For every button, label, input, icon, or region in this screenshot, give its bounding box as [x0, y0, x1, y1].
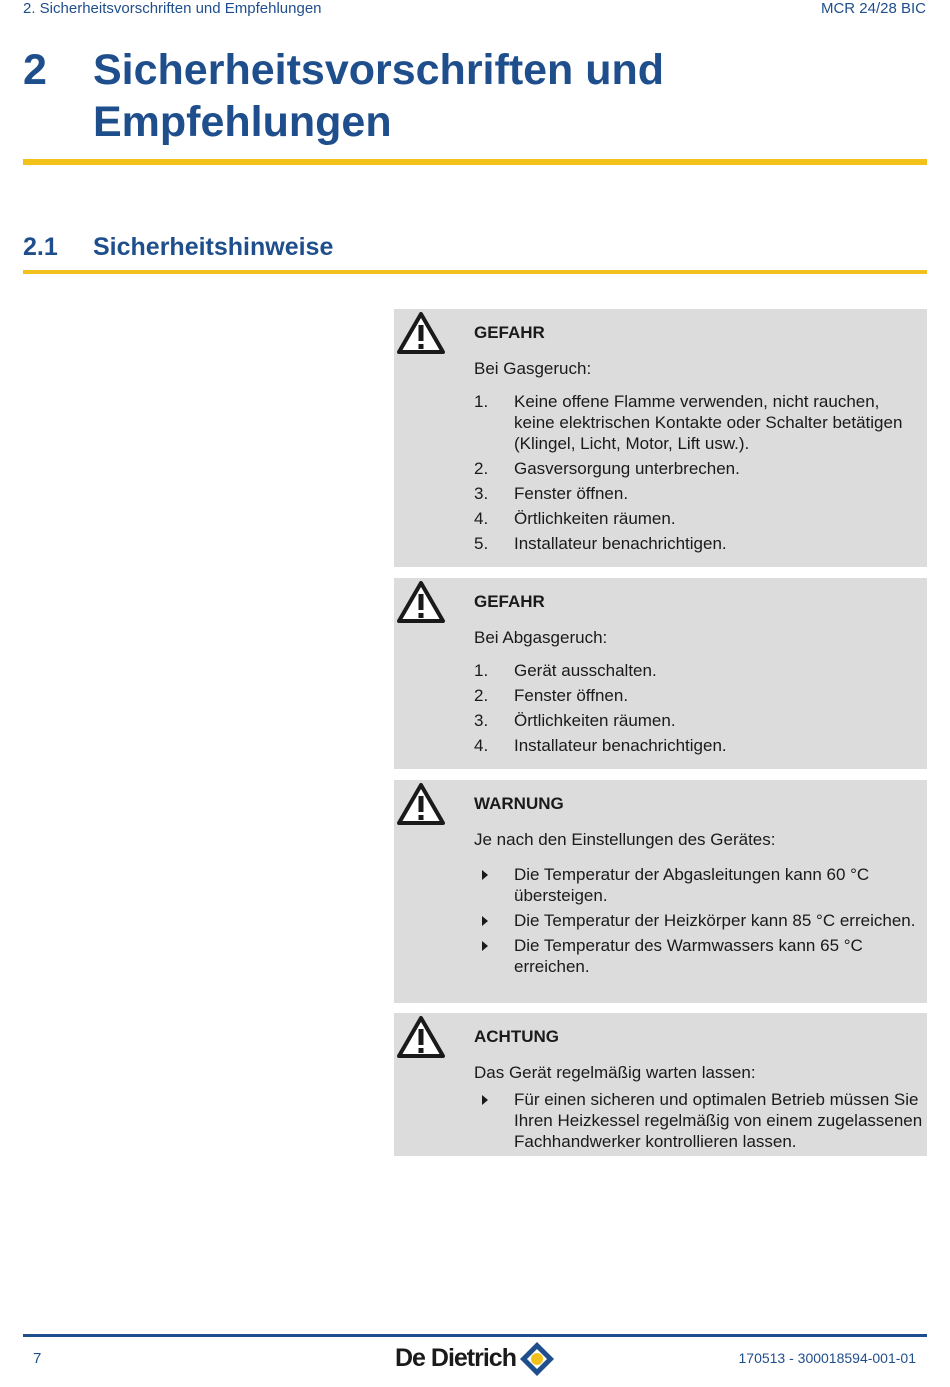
- warning-triangle-icon: [396, 311, 446, 355]
- safety-box-intro: Je nach den Einstellungen des Gerätes:: [474, 830, 776, 849]
- list-item-text: Örtlichkeiten räumen.: [514, 711, 676, 730]
- list-item: [474, 864, 924, 906]
- safety-box-temperature-warning: [394, 780, 927, 1003]
- list-item-text: Keine offene Flamme verwenden, nicht rauchen, keine elektrischen Kontakte oder Schalter betätigen (Klingel, Licht, Motor, Lift usw.).: [514, 392, 903, 453]
- running-header-chapter: 2. Sicherheitsvorschriften und Empfehlungen: [23, 0, 322, 17]
- list-item: [474, 910, 924, 931]
- list-item: [474, 508, 924, 529]
- logo-text: De Dietrich: [395, 1344, 516, 1372]
- safety-box-kind: GEFAHR: [474, 323, 545, 342]
- list-number: 4.: [474, 509, 489, 528]
- list-item: [474, 391, 924, 454]
- section-divider: [23, 270, 927, 274]
- safety-box-intro: Das Gerät regelmäßig warten lassen:: [474, 1063, 756, 1082]
- document-number: 170513 - 300018594-001-01: [738, 1350, 916, 1366]
- list-item-text: Fenster öffnen.: [514, 686, 629, 705]
- safety-box-intro: Bei Gasgeruch:: [474, 359, 592, 378]
- bullet-list: [474, 864, 924, 981]
- safety-box-kind: ACHTUNG: [474, 1027, 559, 1046]
- chapter-title: Sicherheitsvorschriften und Empfehlungen: [93, 46, 665, 146]
- list-number: 1.: [474, 661, 489, 680]
- list-item-text: Installateur benachrichtigen.: [514, 534, 727, 553]
- list-item: [474, 710, 924, 731]
- list-item-text: Gerät ausschalten.: [514, 661, 657, 680]
- section-number: 2.1: [23, 233, 58, 261]
- chapter-number: 2: [23, 46, 47, 94]
- safety-box-maintenance: [394, 1013, 927, 1156]
- numbered-list: [474, 391, 924, 558]
- triangle-right-icon: [482, 941, 488, 951]
- de-dietrich-logo: [395, 1339, 565, 1379]
- safety-box-gas-odor: [394, 309, 927, 567]
- warning-triangle-icon: [396, 782, 446, 826]
- list-item-text: Für einen sicheren und optimalen Betrieb müssen Sie Ihren Heizkessel regelmäßig von einem zugelassenen Fachhandwerker kontrollieren lassen.: [514, 1090, 923, 1151]
- list-item-text: Installateur benachrichtigen.: [514, 736, 727, 755]
- triangle-right-icon: [482, 870, 488, 880]
- list-number: 2.: [474, 459, 489, 478]
- list-number: 2.: [474, 686, 489, 705]
- list-number: 4.: [474, 736, 489, 755]
- triangle-right-icon: [482, 1095, 488, 1105]
- list-item-text: Die Temperatur der Heizkörper kann 85 °C erreichen.: [514, 911, 916, 930]
- numbered-list: [474, 660, 924, 760]
- warning-triangle-icon: [396, 580, 446, 624]
- page-number: 7: [33, 1350, 42, 1367]
- running-header-model: MCR 24/28 BIC: [820, 0, 926, 17]
- safety-box-kind: GEFAHR: [474, 592, 545, 611]
- list-number: 1.: [474, 392, 489, 411]
- list-item: [474, 1089, 924, 1152]
- list-item-text: Gasversorgung unterbrechen.: [514, 459, 740, 478]
- list-item: [474, 458, 924, 479]
- list-item-text: Die Temperatur des Warmwassers kann 65 °C erreichen.: [514, 936, 863, 976]
- list-item: [474, 660, 924, 681]
- list-item-text: Fenster öffnen.: [514, 484, 629, 503]
- list-item: [474, 735, 924, 756]
- list-number: 3.: [474, 484, 489, 503]
- list-item: [474, 685, 924, 706]
- section-title: Sicherheitshinweise: [93, 233, 334, 261]
- safety-box-flue-gas-odor: [394, 578, 927, 769]
- list-item: [474, 935, 924, 977]
- list-item-text: Die Temperatur der Abgasleitungen kann 60 °C übersteigen.: [514, 865, 870, 905]
- bullet-list: [474, 1089, 924, 1156]
- triangle-right-icon: [482, 916, 488, 926]
- list-number: 3.: [474, 711, 489, 730]
- safety-box-kind: WARNUNG: [474, 794, 564, 813]
- safety-box-intro: Bei Abgasgeruch:: [474, 628, 608, 647]
- list-item: [474, 533, 924, 554]
- list-item: [474, 483, 924, 504]
- list-number: 5.: [474, 534, 489, 553]
- warning-triangle-icon: [396, 1015, 446, 1059]
- chapter-divider: [23, 159, 927, 165]
- footer-divider: [23, 1334, 927, 1337]
- list-item-text: Örtlichkeiten räumen.: [514, 509, 676, 528]
